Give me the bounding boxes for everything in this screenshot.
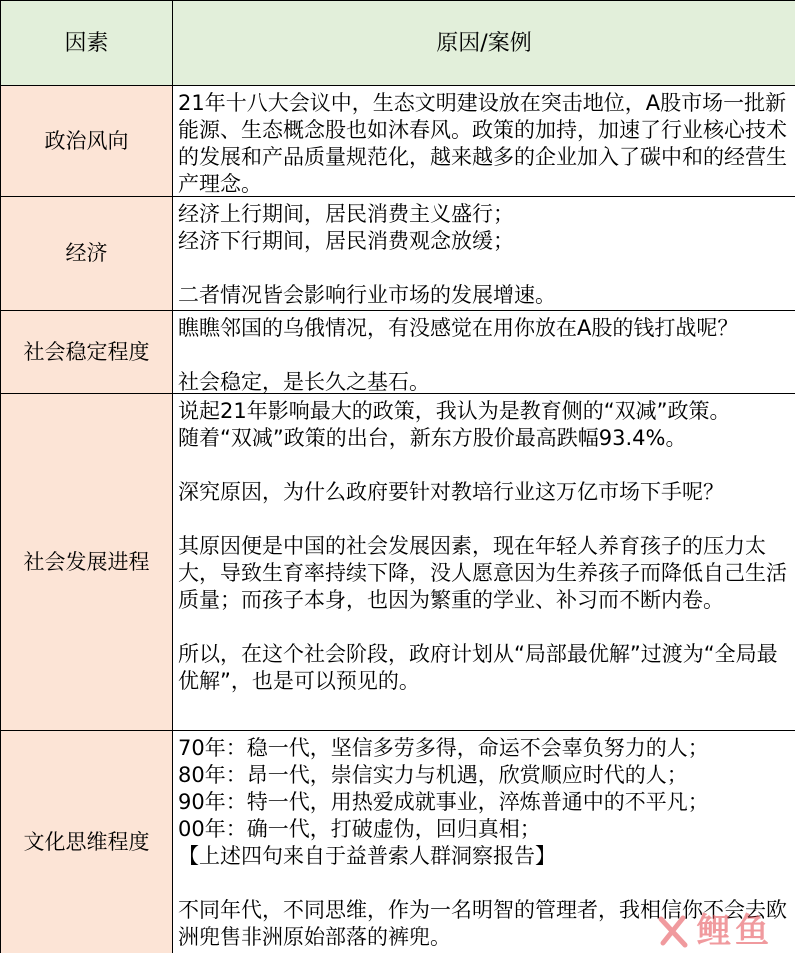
reason-line: 说起21年影响最大的政策，我认为是教育侧的“双减”政策。	[178, 399, 731, 423]
reason-line: 随着“双减”政策的出台，新东方股价最高跌幅93.4%。	[178, 426, 687, 450]
reason-cell-politics	[173, 86, 795, 197]
header-factor-cell	[1, 1, 173, 86]
reason-line: 80年：昂一代，崇信实力与机遇，欣赏顺应时代的人；	[178, 763, 688, 787]
reason-line: 【上述四句来自于益普索人群洞察报告】	[178, 844, 556, 868]
factor-label: 社会稳定程度	[23, 339, 150, 364]
reason-line: 深究原因，为什么政府要针对教培行业这万亿市场下手呢？	[178, 480, 724, 504]
reason-line: 70年：稳一代，坚信多劳多得，命运不会辜负努力的人；	[178, 736, 709, 760]
reason-line: 瞧瞧邻国的乌俄情况，有没感觉在用你放在A股的钱打战呢？	[178, 316, 739, 340]
factor-label: 政治风向	[44, 128, 129, 153]
factor-label: 文化思维程度	[23, 829, 150, 854]
blank-line	[178, 870, 789, 897]
reason-line: 00年：确一代，打破虚伪，回归真相；	[178, 817, 541, 841]
blank-line	[178, 342, 789, 369]
factor-cell-cultural-thinking	[1, 731, 173, 953]
factor-cell-social-development	[1, 394, 173, 731]
reason-cell-social-development	[173, 394, 795, 731]
reason-line: 90年：特一代，用热爱成就事业，淬炼普通中的不平凡；	[178, 790, 709, 814]
factor-cell-economy	[1, 197, 173, 311]
blank-line	[178, 506, 789, 533]
blank-line	[178, 614, 789, 641]
reason-line: 所以，在这个社会阶段，政府计划从“局部最优解”过渡为“全局最优解”，也是可以预见的。	[178, 642, 778, 693]
header-reason-label: 原因/案例	[436, 30, 532, 56]
factor-cell-politics	[1, 86, 173, 197]
reason-cell-economy	[173, 197, 795, 311]
reason-cell-cultural-thinking	[173, 731, 795, 953]
reason-line: 其原因便是中国的社会发展因素，现在年轻人养育孩子的压力太大，导致生育率持续下降，没人愿意因为生养孩子而降低自己生活质量；而孩子本身，也因为繁重的学业、补习而不断内卷。	[178, 534, 787, 612]
factor-label: 经济	[65, 241, 108, 265]
reason-line: 经济下行期间，居民消费观念放缓；	[178, 229, 514, 253]
factor-label: 社会发展进程	[23, 549, 150, 574]
reason-line: 二者情况皆会影响行业市场的发展增速。	[178, 283, 556, 307]
reason-line: 社会稳定，是长久之基石。	[178, 370, 430, 394]
reason-line: 21年十八大会议中，生态文明建设放在突击地位，A股市场一批新能源、生态概念股也如沐春风。政策的加持，加速了行业核心技术的发展和产品质量规范化，越来越多的企业加入了碳中和的经营生产理念。	[178, 91, 787, 196]
reason-line: 不同年代，不同思维，作为一名明智的管理者，我相信你不会去欧洲兜售非洲原始部落的裤兜。	[178, 898, 787, 949]
header-factor-label: 因素	[64, 30, 109, 56]
blank-line	[178, 452, 789, 479]
blank-line	[178, 255, 789, 282]
header-reason-cell	[173, 1, 795, 86]
reason-line: 经济上行期间，居民消费主义盛行；	[178, 202, 514, 226]
factor-cell-social-stability	[1, 311, 173, 394]
watermark-text: 鲤鱼	[697, 911, 773, 951]
reason-cell-social-stability	[173, 311, 795, 394]
